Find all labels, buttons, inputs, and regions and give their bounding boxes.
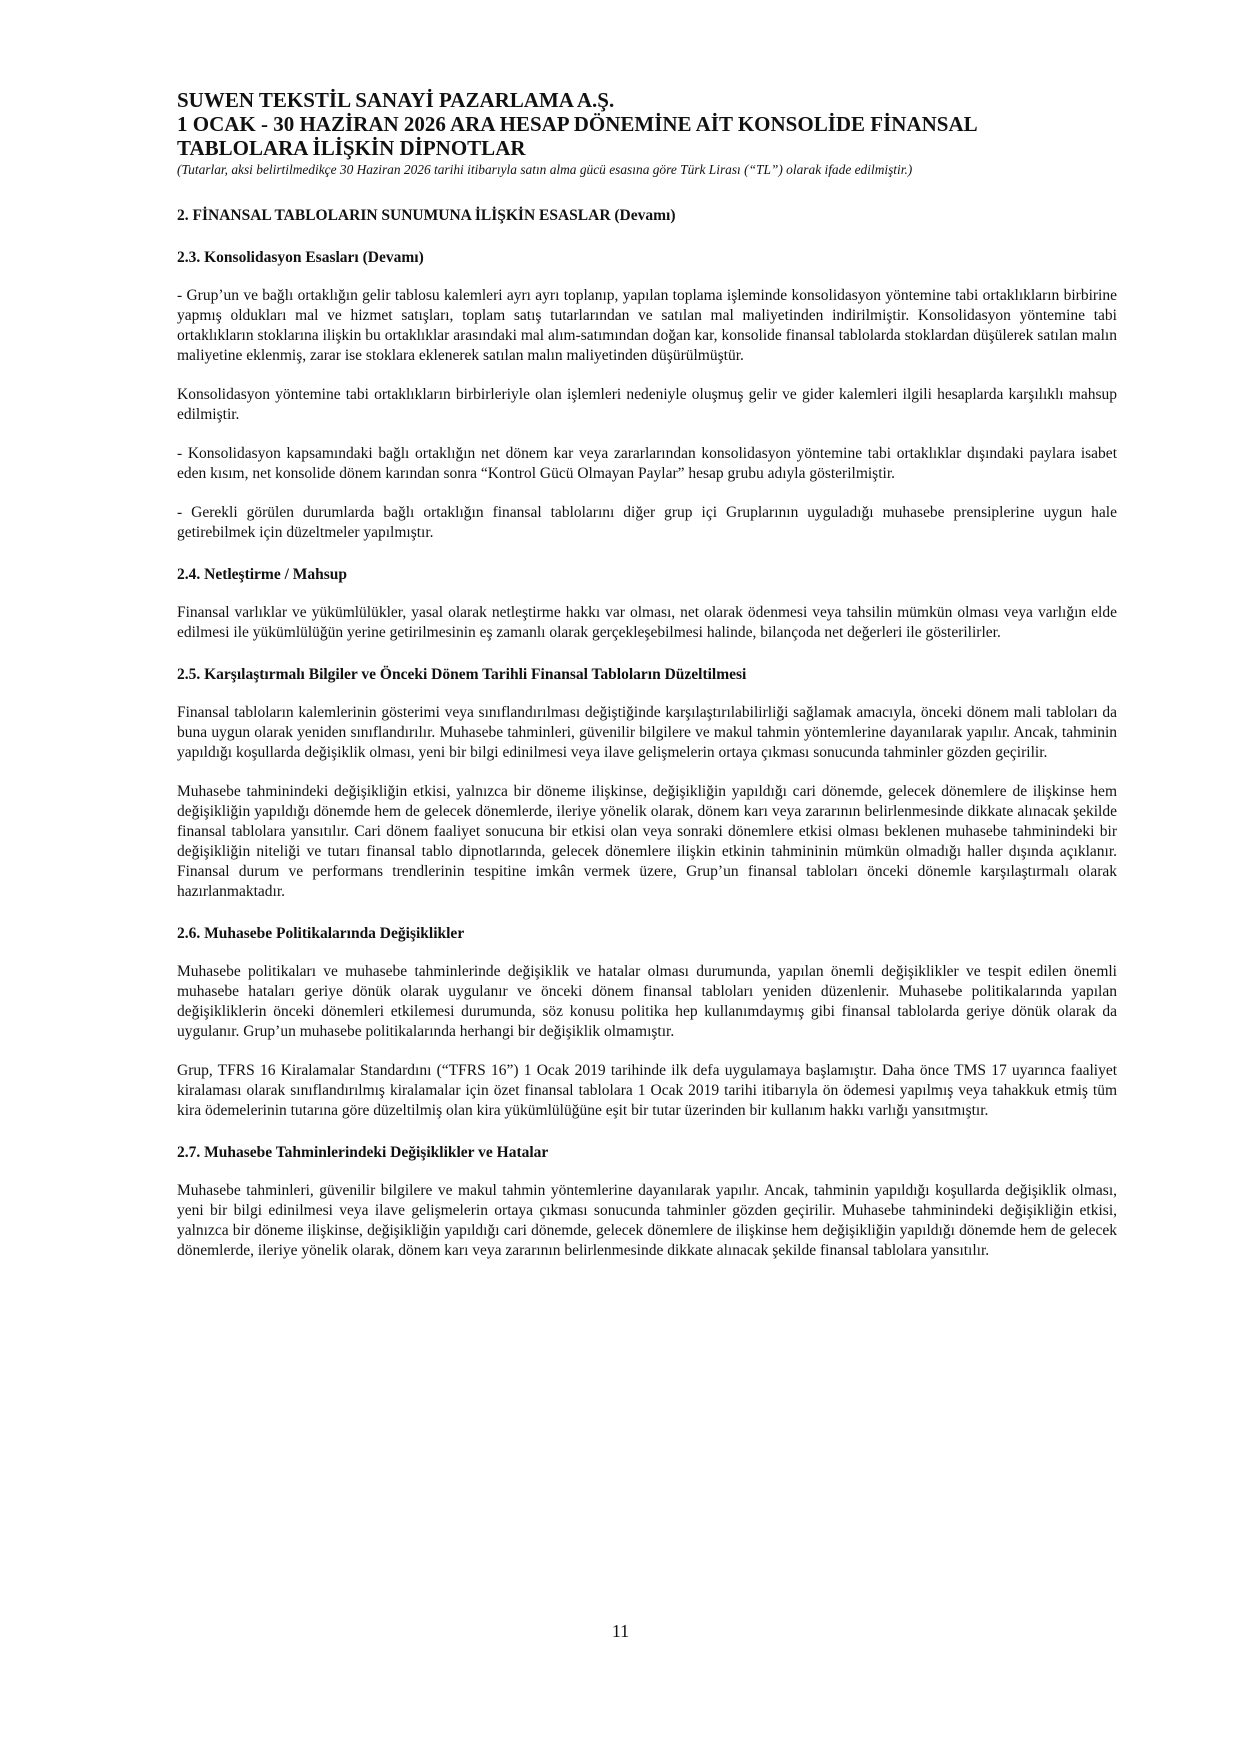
section-2-5-title: 2.5. Karşılaştırmalı Bilgiler ve Önceki Dönem Tarihli Finansal Tabloların Düzeltilmesi [177,666,747,683]
report-title-line2: TABLOLARA İLİŞKİN DİPNOTLAR [177,136,526,160]
section-2-3-paragraph-4: - Gerekli görülen durumlarda bağlı ortaklığın finansal tablolarını diğer grup içi Gruplarının uyguladığı muhasebe prensiplerine uygun hale getirebilmek için düzeltmeler yapılmıştır. [177,504,1117,541]
section-2-5-paragraph-1: Finansal tabloların kalemlerinin gösterimi veya sınıflandırılması değiştiğinde karşılaştırılabilirliği sağlamak amacıyla, önceki dönem mali tabloları da buna uygun olarak yeniden sınıflandırılır. Muhasebe tahminleri, güvenilir bilgilere ve makul tahmin yöntemlerine dayanılarak yapılır. Ancak, tahminin yapıldığı koşullarda değişiklik olması, yeni bir bilgi edinilmesi veya ilave gelişmelerin ortaya çıkması sonucunda tahminler gözden geçirilir. [177,704,1117,761]
section-2-6-title: 2.6. Muhasebe Politikalarında Değişiklikler [177,925,465,942]
section-2-7-paragraph-1: Muhasebe tahminleri, güvenilir bilgilere ve makul tahmin yöntemlerine dayanılarak yapılır. Ancak, tahminin yapıldığı koşullarda değişiklik olması, yeni bir bilgi edinilmesi veya ilave gelişmelerin ortaya çıkması sonucunda tahminler gözden geçirilir. Muhasebe tahminindeki değişikliğin etkisi, yalnızca bir döneme ilişkinse, değişikliğin yapıldığı cari dönemde, gelecek dönemlere de ilişkinse hem değişikliğin yapıldığı dönemde hem de gelecek dönemlerde, ileriye yönelik olarak, dönem karı veya zararının belirlenmesinde dikkate alınacak şekilde finansal tablolara yansıtılır. [177,1182,1117,1259]
section-2-3-paragraph-2: Konsolidasyon yöntemine tabi ortaklıkların birbirleriyle olan işlemleri nedeniyle oluşmuş gelir ve gider kalemleri ilgili hesaplarda karşılıklı mahsup edilmiştir. [177,386,1117,423]
report-title-line1: 1 OCAK - 30 HAZİRAN 2026 ARA HESAP DÖNEMİNE AİT KONSOLİDE FİNANSAL [177,112,978,136]
section-2-title: 2. FİNANSAL TABLOLARIN SUNUMUNA İLİŞKİN ESASLAR (Devamı) [177,207,676,224]
company-name: SUWEN TEKSTİL SANAYİ PAZARLAMA A.Ş. [177,88,615,112]
currency-note: (Tutarlar, aksi belirtilmedikçe 30 Haziran 2026 tarihi itibarıyla satın alma gücü esasına göre Türk Lirası (“TL”) olarak ifade edilmiştir.) [177,162,913,177]
document-page [177,88,1117,1261]
section-2-3-paragraph-3: - Konsolidasyon kapsamındaki bağlı ortaklığın net dönem kar veya zararlarından konsolidasyon yöntemine tabi ortaklıklar dışındaki paylara isabet eden kısım, net konsolide dönem karından sonra “Kontrol Gücü Olmayan Paylar” hesap grubu adıyla gösterilmiştir. [177,445,1117,482]
section-2-3-paragraph-1: - Grup’un ve bağlı ortaklığın gelir tablosu kalemleri ayrı ayrı toplanıp, yapılan toplama işleminde konsolidasyon yöntemine tabi ortaklıkların birbirine yapmış oldukları mal ve hizmet satışları, toplam satış tutarlarından ve satılan mal maliyetinden indirilmiştir. Konsolidasyon yöntemine tabi ortaklıkların stoklarına ilişkin bu ortaklıklar arasındaki mal alım-satımından doğan kar, konsolide finansal tablolarda stoklardan düşülerek satılan malın maliyetine eklenmiş, zarar ise stoklara eklenerek satılan malın maliyetinden düşürülmüştür. [177,287,1117,364]
section-2-6-paragraph-1: Muhasebe politikaları ve muhasebe tahminlerinde değişiklik ve hatalar olması durumunda, yapılan önemli değişiklikler ve tespit edilen önemli muhasebe hataları geriye dönük olarak uygulanır ve önceki dönem finansal tabloları yeniden düzenlenir. Muhasebe politikalarında yapılan değişikliklerin önceki dönemleri etkilemesi durumunda, söz konusu politika hep kullanımdaymış gibi finansal tablolarda geriye dönük olarak da uygulanır. Grup’un muhasebe politikalarında herhangi bir değişiklik olmamıştır. [177,963,1117,1040]
section-2-6-paragraph-2: Grup, TFRS 16 Kiralamalar Standardını (“TFRS 16”) 1 Ocak 2019 tarihinde ilk defa uygulamaya başlamıştır. Daha önce TMS 17 uyarınca faaliyet kiralaması olarak sınıflandırılmış kiralamalar için özet finansal tablolara 1 Ocak 2019 tarihi itibarıyla ön ödemesi yapılmış veya tahakkuk etmiş tüm kira ödemelerinin tutarına göre düzeltilmiş olan kira yükümlülüğüne eşit bir tutar üzerinden bir kullanım hakkı varlığı yansıtmıştır. [177,1062,1117,1119]
page-number: 11 [611,1621,630,1641]
section-2-3-title: 2.3. Konsolidasyon Esasları (Devamı) [177,249,424,266]
section-2-4-paragraph-1: Finansal varlıklar ve yükümlülükler, yasal olarak netleştirme hakkı var olması, net olarak ödenmesi veya tahsilin mümkün olması veya varlığın elde edilmesi ile yükümlülüğün yerine getirilmesinin eş zamanlı olarak gerçekleşebilmesi halinde, bilançoda net değerleri ile gösterilirler. [177,604,1117,641]
section-2-5-paragraph-2: Muhasebe tahminindeki değişikliğin etkisi, yalnızca bir döneme ilişkinse, değişikliğin yapıldığı cari dönemde, gelecek dönemlere de ilişkinse hem değişikliğin yapıldığı dönemde hem de gelecek dönemlerde, ileriye yönelik olarak, dönem karı veya zararının belirlenmesinde dikkate alınacak şekilde finansal tablolara yansıtılır. Cari dönem faaliyet sonucuna bir etkisi olan veya sonraki dönemlere etkisi olması beklenen muhasebe tahminindeki bir değişikliğin niteliği ve tutarı finansal tablo dipnotlarında, gelecek dönemlere ilişkin etkinin tahmininin mümkün olmadığı haller dışında açıklanır. Finansal durum ve performans trendlerinin tespitine imkân vermek üzere, Grup’un finansal tabloları önceki dönemle karşılaştırmalı olarak hazırlanmaktadır. [177,783,1117,900]
section-2-4-title: 2.4. Netleştirme / Mahsup [177,566,348,583]
section-2-7-title: 2.7. Muhasebe Tahminlerindeki Değişiklikler ve Hatalar [177,1144,549,1161]
